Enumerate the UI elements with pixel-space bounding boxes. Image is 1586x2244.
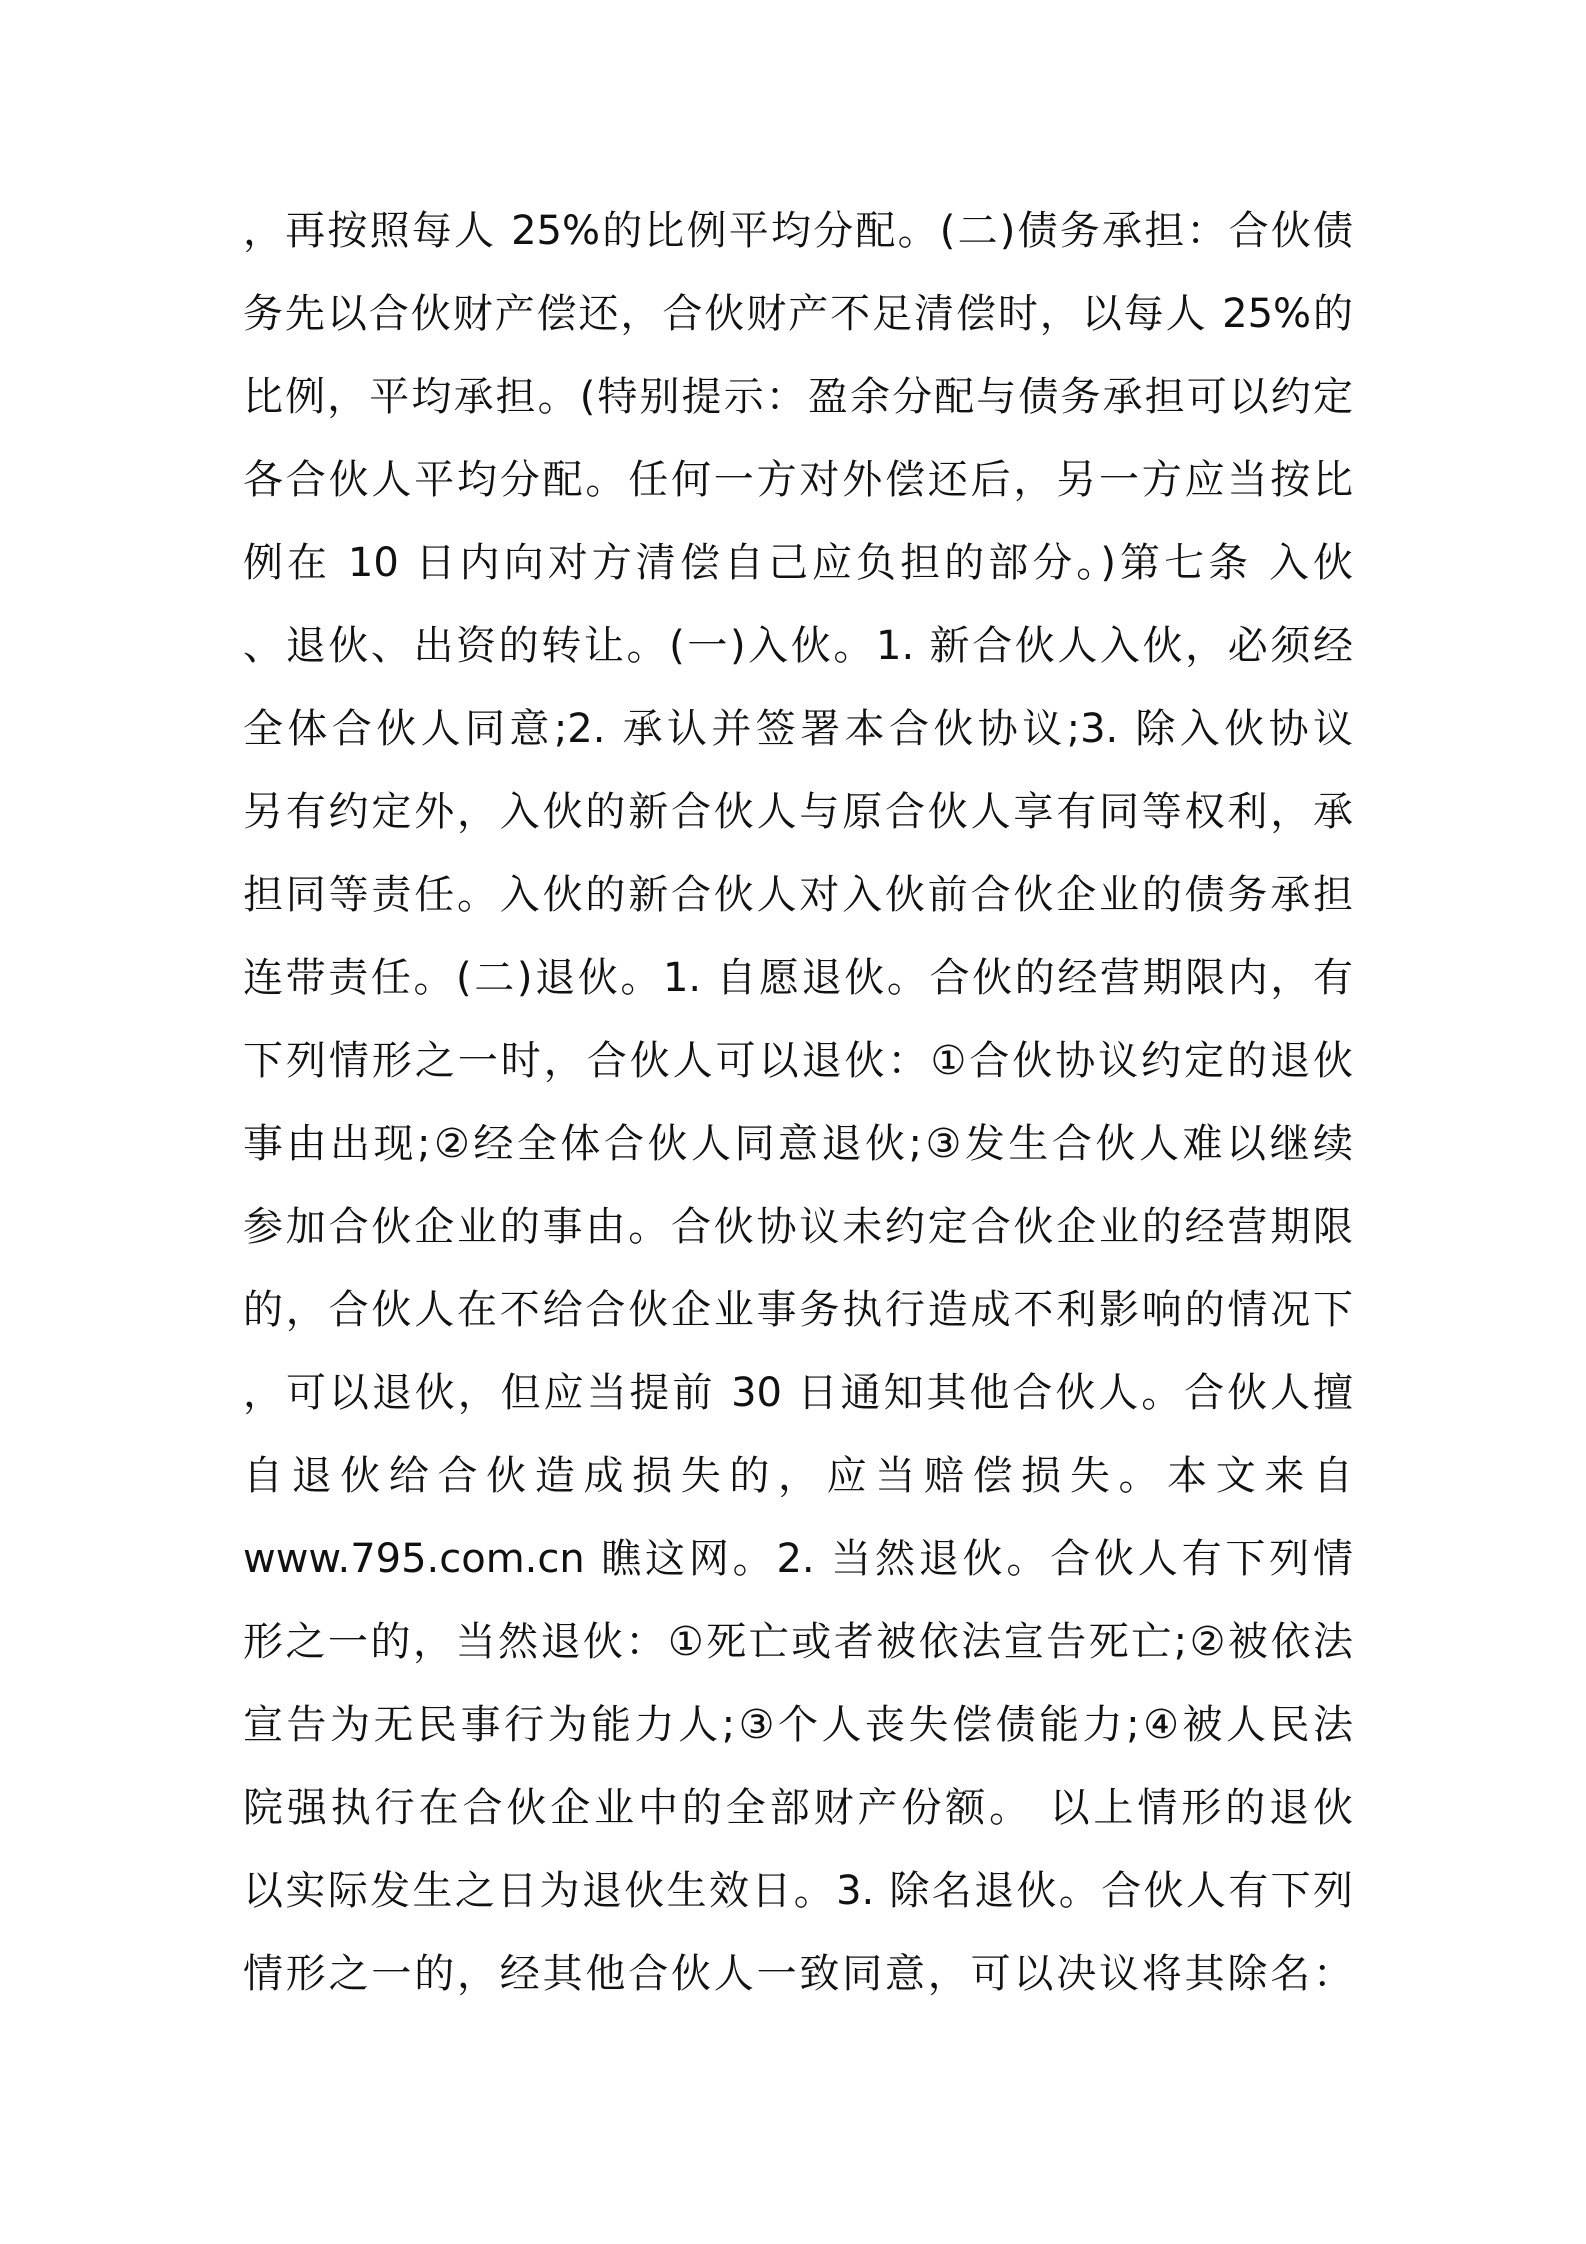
text-line: 比例，平均承担。(特别提示：盈余分配与债务承担可以约定 [243,374,1353,420]
text-line: ，可以退伙，但应当提前 30 日通知其他合伙人。合伙人擅 [243,1370,1353,1416]
text-line: 宣告为无民事行为能力人;③个人丧失偿债能力;④被人民法 [243,1702,1353,1748]
text-line: 、退伙、出资的转让。(一)入伙。1. 新合伙人入伙，必须经 [243,623,1353,669]
text-line: 参加合伙企业的事由。合伙协议未约定合伙企业的经营期限 [243,1204,1353,1250]
text-line: 院强执行在合伙企业中的全部财产份额。 以上情形的退伙 [243,1785,1353,1831]
text-line: 全体合伙人同意;2. 承认并签署本合伙协议;3. 除入伙协议 [243,706,1353,752]
text-line: 另有约定外，入伙的新合伙人与原合伙人享有同等权利，承 [243,789,1353,835]
text-line: 务先以合伙财产偿还，合伙财产不足清偿时，以每人 25%的 [243,291,1353,337]
text-line: 的，合伙人在不给合伙企业事务执行造成不利影响的情况下 [243,1287,1353,1333]
text-line: 自退伙给合伙造成损失的，应当赔偿损失。本文来自 [243,1453,1353,1499]
text-line: 连带责任。(二)退伙。1. 自愿退伙。合伙的经营期限内，有 [243,955,1353,1001]
text-line: www.795.com.cn 瞧这网。2. 当然退伙。合伙人有下列情 [243,1536,1353,1582]
text-line: ，再按照每人 25%的比例平均分配。(二)债务承担：合伙债 [243,208,1353,254]
text-line: 情形之一的，经其他合伙人一致同意，可以决议将其除名： [243,1951,1353,1997]
text-line: 各合伙人平均分配。任何一方对外偿还后，另一方应当按比 [243,457,1353,503]
body-text [243,190,1353,2016]
text-line: 形之一的，当然退伙：①死亡或者被依法宣告死亡;②被依法 [243,1619,1353,1665]
text-line: 担同等责任。入伙的新合伙人对入伙前合伙企业的债务承担 [243,872,1353,918]
text-line: 事由出现;②经全体合伙人同意退伙;③发生合伙人难以继续 [243,1121,1353,1167]
text-line: 以实际发生之日为退伙生效日。3. 除名退伙。合伙人有下列 [243,1868,1353,1914]
text-line: 下列情形之一时，合伙人可以退伙：①合伙协议约定的退伙 [243,1038,1353,1084]
text-line: 例在 10 日内向对方清偿自己应负担的部分。)第七条 入伙 [243,540,1353,586]
